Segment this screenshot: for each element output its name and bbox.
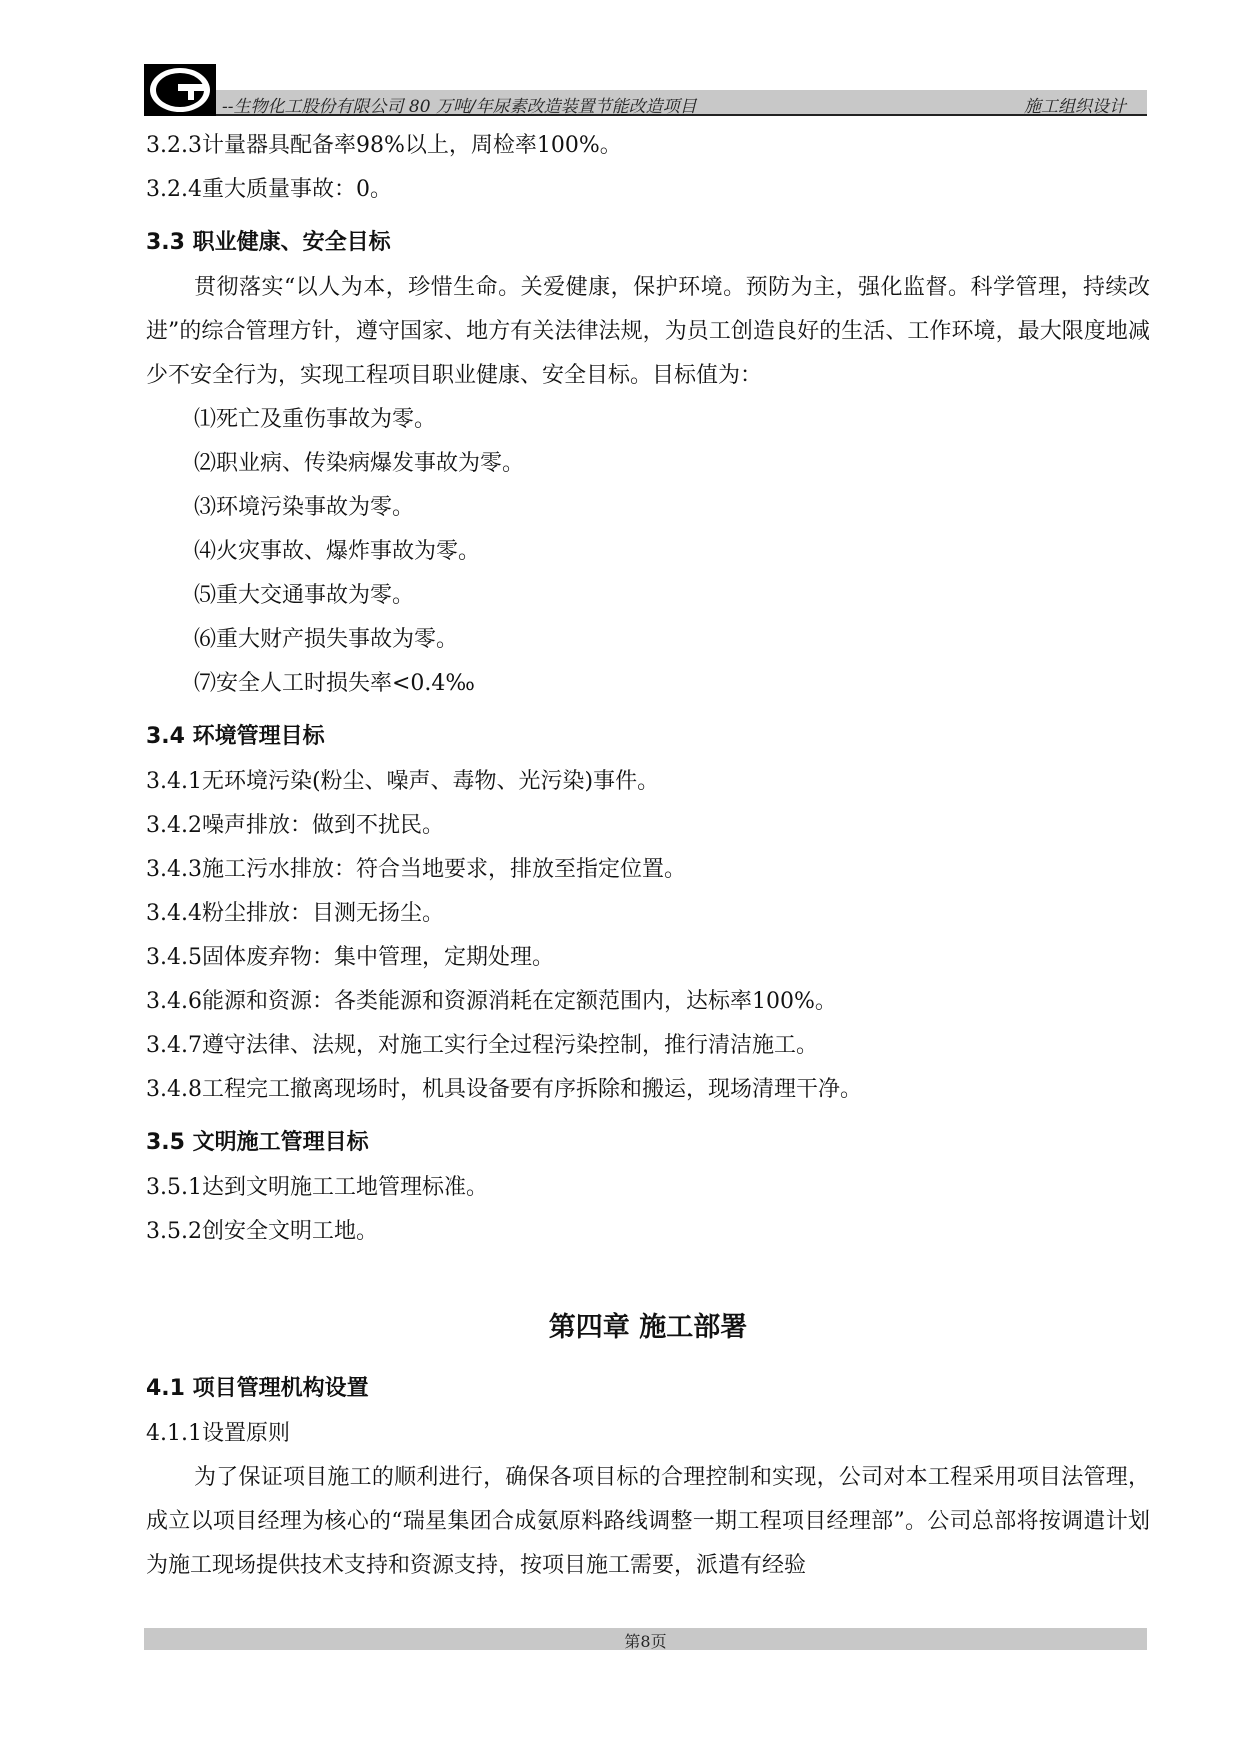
item-3-4-4: 3.4.4粉尘排放：目测无扬尘。 [146,901,444,926]
item-3-4-1: 3.4.1无环境污染(粉尘、噪声、毒物、光污染)事件。 [146,769,660,794]
section-3-3-title: 3.3 职业健康、安全目标 [146,230,391,255]
target-item-6: ⑹重大财产损失事故为零。 [194,627,459,652]
target-item-2: ⑵职业病、传染病爆发事故为零。 [194,451,525,476]
item-3-4-8: 3.4.8工程完工撤离现场时，机具设备要有序拆除和搬运，现场清理干净。 [146,1077,862,1102]
target-item-7: ⑺安全人工时损失率<0.4‰ [194,671,475,696]
item-3-4-3: 3.4.3施工污水排放：符合当地要求，排放至指定位置。 [146,857,686,882]
target-item-3: ⑶环境污染事故为零。 [194,495,415,520]
header-bar [216,90,1147,116]
item-3-2-3: 3.2.3计量器具配备率98%以上，周检率100%。 [146,133,622,158]
target-item-1: ⑴死亡及重伤事故为零。 [194,407,437,432]
company-logo-icon [144,64,216,116]
item-3-4-5: 3.4.5固体废弃物：集中管理，定期处理。 [146,945,554,970]
section-4-1-title: 4.1 项目管理机构设置 [146,1376,369,1401]
item-3-5-1: 3.5.1达到文明施工工地管理标准。 [146,1175,488,1200]
chapter-4-title: 第四章 施工部署 [548,1312,748,1343]
item-3-4-6: 3.4.6能源和资源：各类能源和资源消耗在定额范围内，达标率100%。 [146,989,837,1014]
section-3-5-title: 3.5 文明施工管理目标 [146,1130,369,1155]
target-item-4: ⑷火灾事故、爆炸事故为零。 [194,539,481,564]
header-doc-type: 施工组织设计 [1024,97,1126,117]
section-4-1-1-paragraph: 为了保证项目施工的顺利进行，确保各项目标的合理控制和实现，公司对本工程采用项目法管理，成立以项目经理为核心的“瑞星集团合成氨原料路线调整一期工程项目经理部”。公司总部将按调遣计划为施工现场提供技术支持和资源支持，按项目施工需要，派遣有经验 [146,1465,1150,1578]
item-4-1-1: 4.1.1设置原则 [146,1421,290,1446]
section-3-3-paragraph: 贯彻落实“以人为本，珍惜生命。关爱健康，保护环境。预防为主，强化监督。科学管理，持续改进”的综合管理方针，遵守国家、地方有关法律法规，为员工创造良好的生活、工作环境，最大限度地减少不安全行为，实现工程项目职业健康、安全目标。目标值为： [146,275,1150,388]
page-body [146,124,1150,1588]
header-project-title: --生物化工股份有限公司 80 万吨/年尿素改造装置节能改造项目 [222,97,697,117]
page-header [144,64,1147,116]
item-3-5-2: 3.5.2创安全文明工地。 [146,1219,378,1244]
target-item-5: ⑸重大交通事故为零。 [194,583,415,608]
page-footer [144,1628,1147,1650]
item-3-4-2: 3.4.2噪声排放：做到不扰民。 [146,813,444,838]
item-3-2-4: 3.2.4重大质量事故：0。 [146,177,392,202]
item-3-4-7: 3.4.7遵守法律、法规，对施工实行全过程污染控制，推行清洁施工。 [146,1033,818,1058]
section-3-4-title: 3.4 环境管理目标 [146,724,325,749]
page-number: 第8页 [624,1632,667,1651]
